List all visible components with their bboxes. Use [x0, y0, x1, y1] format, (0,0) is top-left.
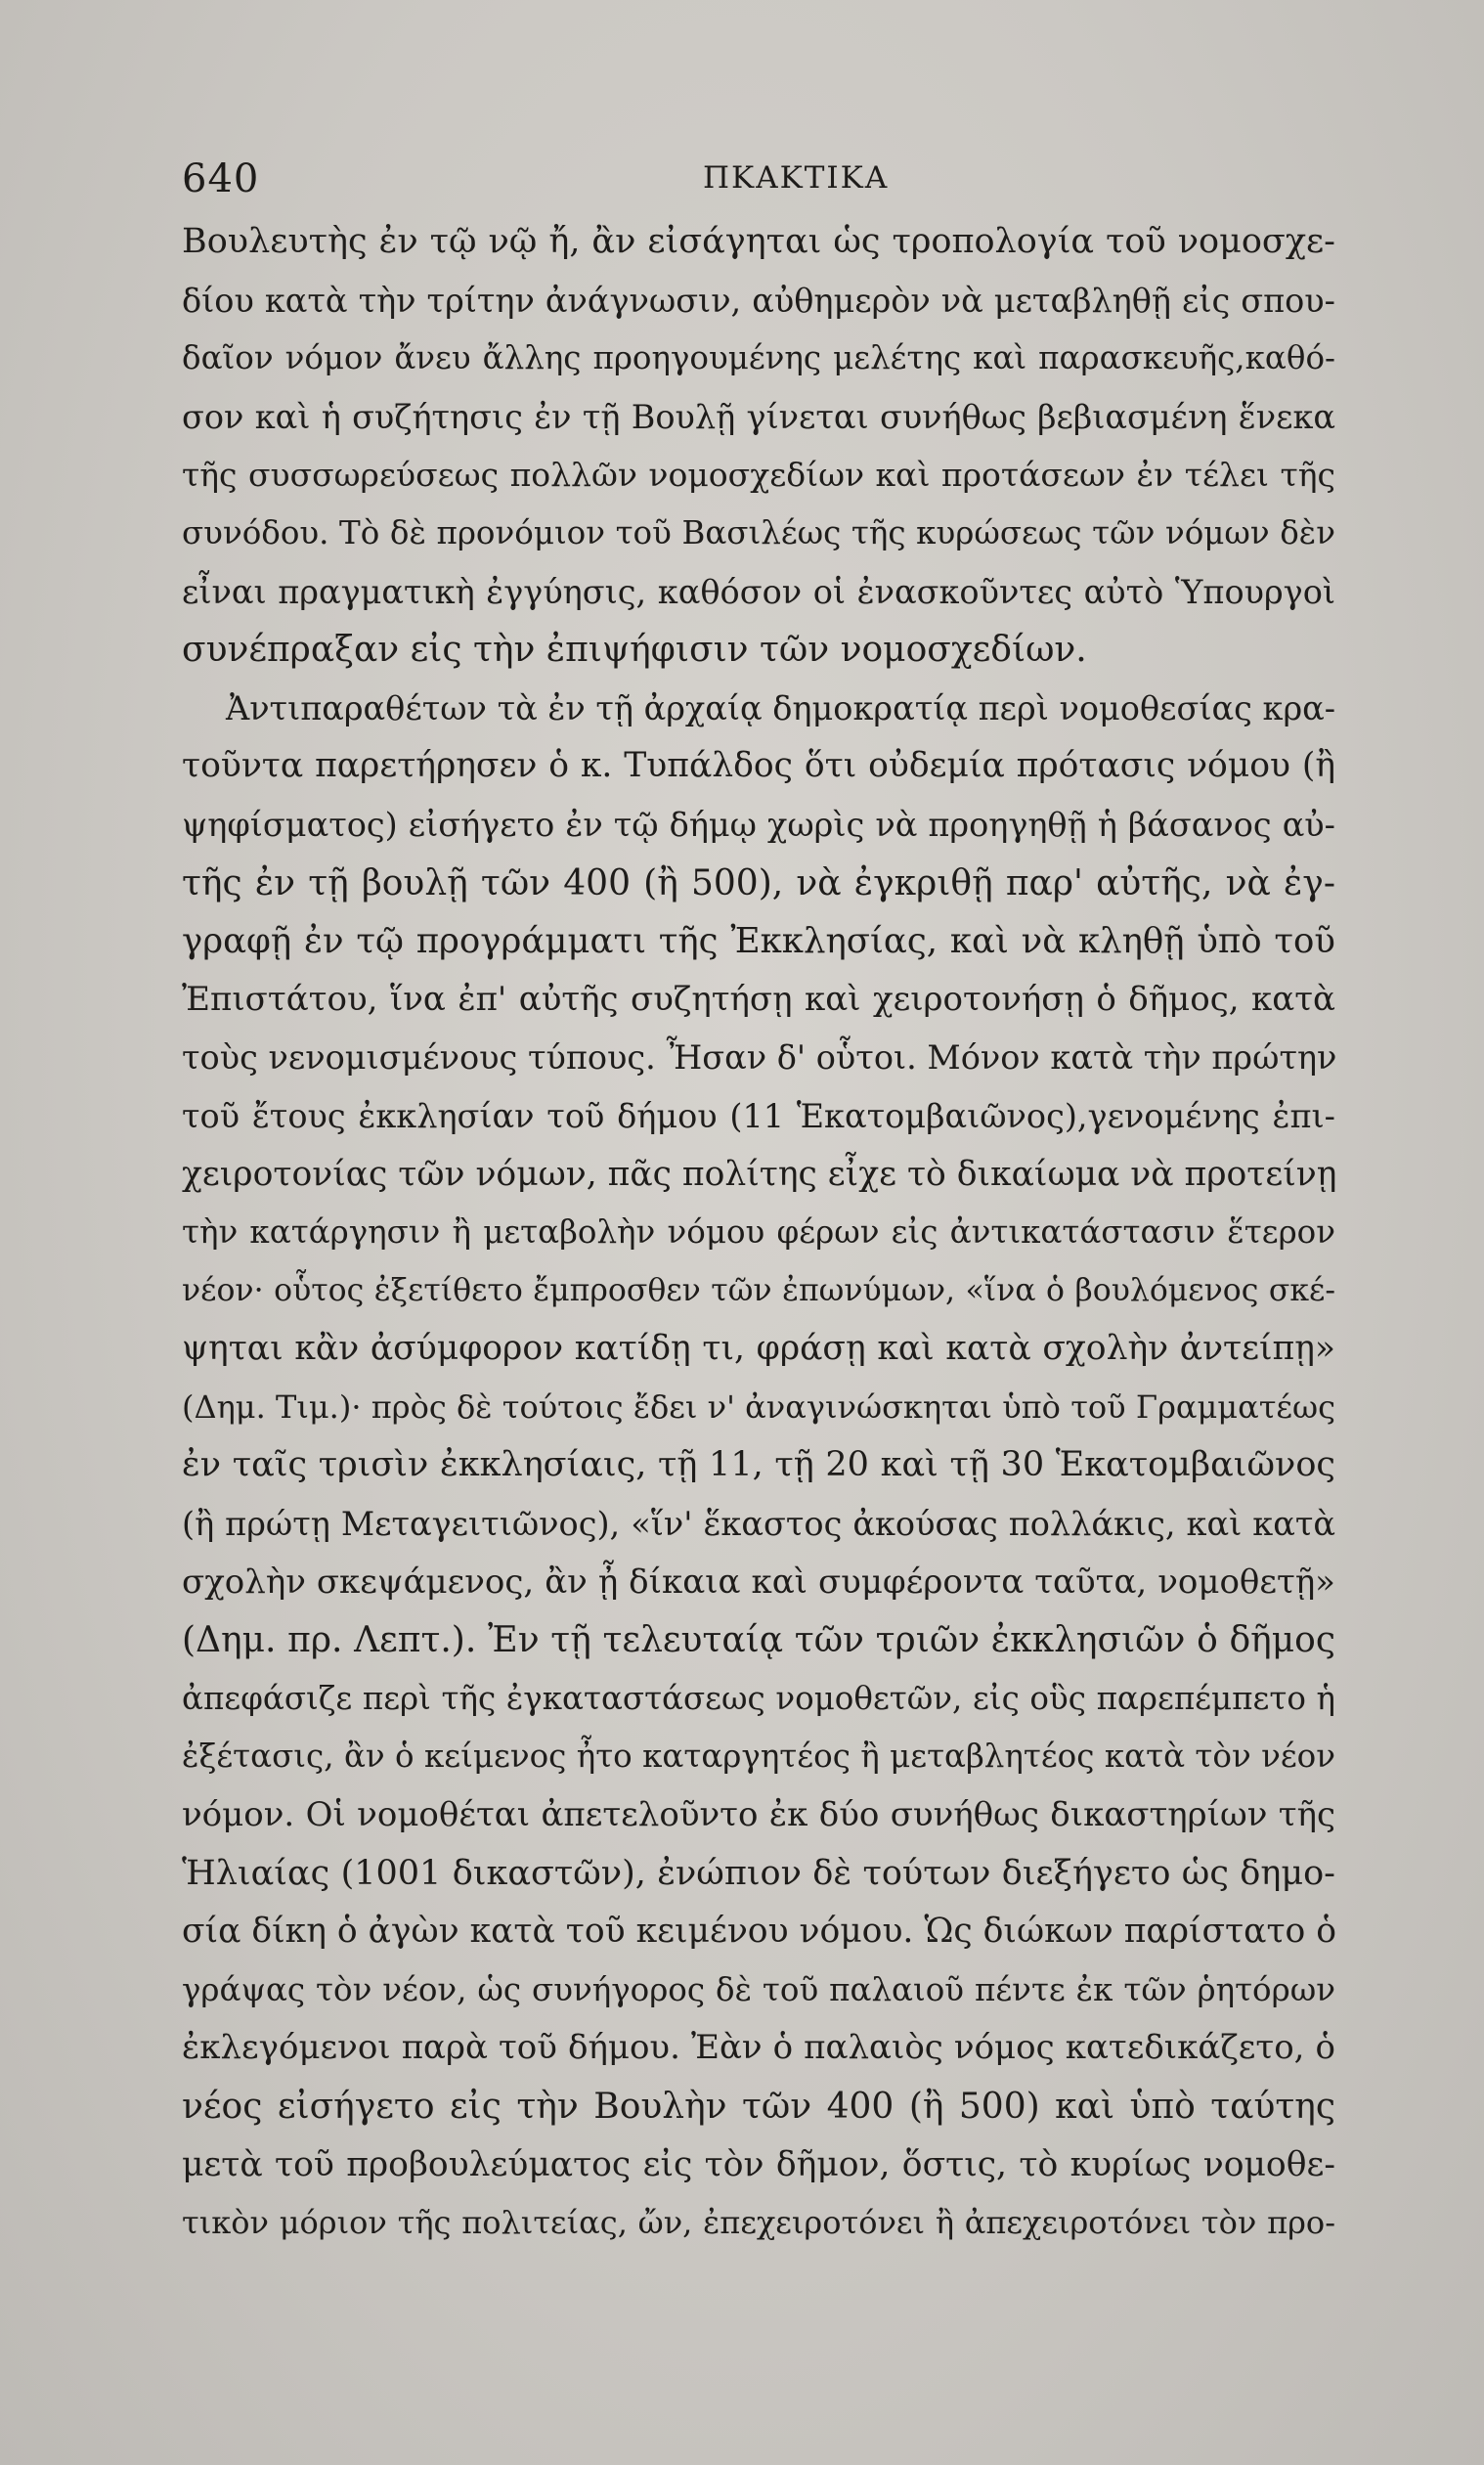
text-line: (Δημ. Τιμ.)· πρὸς δὲ τούτοις ἔδει ν' ἀναγινώσκηται ὑπὸ τοῦ Γραμματέως — [182, 1387, 1335, 1426]
text-line: δαῖον νόμον ἄνευ ἄλλης προηγουμένης μελέτης καὶ παρασκευῆς,καθό- — [182, 339, 1335, 377]
text-line: τῆς ἐν τῇ βουλῇ τῶν 400 (ἢ 500), νὰ ἐγκριθῇ παρ' αὐτῆς, νὰ ἐγ- — [182, 862, 1335, 903]
text-line: (ἢ πρώτῃ Μεταγειτιῶνος), «ἵν' ἕκαστος ἀκούσας πολλάκις, καὶ κατὰ — [182, 1505, 1335, 1544]
text-line: τοὺς νενομισμένους τύπους. Ἦσαν δ' οὗτοι. Μόνον κατὰ τὴν πρώτην — [182, 1038, 1337, 1078]
text-line: τοῦ ἔτους ἐκκλησίαν τοῦ δήμου (11 Ἑκατομβαιῶνος),γενομένης ἐπι- — [182, 1096, 1335, 1135]
text-line: Ἀντιπαραθέτων τὰ ἐν τῇ ἀρχαίᾳ δημοκρατίᾳ περὶ νομοθεσίας κρα- — [226, 688, 1336, 727]
text-line: τικὸν μόριον τῆς πολιτείας, ὤν, ἐπεχειροτόνει ἢ ἀπεχειροτόνει τὸν προ- — [182, 2204, 1335, 2242]
text-line: τῆς συσσωρεύσεως πολλῶν νομοσχεδίων καὶ προτάσεων ἐν τέλει τῆς — [182, 456, 1335, 495]
text-line: σία δίκη ὁ ἀγὼν κατὰ τοῦ κειμένου νόμου. Ὡς διώκων παρίστατο ὁ — [182, 1912, 1337, 1952]
text-line: (Δημ. πρ. Λεπτ.). Ἐν τῇ τελευταίᾳ τῶν τριῶν ἐκκλησιῶν ὁ δῆμος — [182, 1620, 1335, 1661]
text-line: τοῦντα παρετήρησεν ὁ κ. Τυπάλδος ὅτι οὐδεμία πρότασις νόμου (ἢ — [182, 746, 1335, 786]
text-line: ψηται κἂν ἀσύμφορον κατίδῃ τι, φράσῃ καὶ κατὰ σχολὴν ἀντείπῃ» — [182, 1329, 1335, 1369]
text-line: συνέπραξαν εἰς τὴν ἐπιψήφισιν τῶν νομοσχεδίων. — [182, 630, 1087, 671]
body-text — [182, 213, 1335, 2253]
text-line: χειροτονίας τῶν νόμων, πᾶς πολίτης εἶχε τὸ δικαίωμα νὰ προτείνῃ — [182, 1154, 1337, 1194]
text-line: εἶναι πραγματικὴ ἐγγύησις, καθόσον οἱ ἐνασκοῦντες αὐτὸ Ὑπουργοὶ — [182, 572, 1335, 611]
text-line: τὴν κατάργησιν ἢ μεταβολὴν νόμου φέρων εἰς ἀντικατάστασιν ἕτερον — [182, 1213, 1335, 1252]
text-line: δίου κατὰ τὴν τρίτην ἀνάγνωσιν, αὐθημερὸν νὰ μεταβληθῇ εἰς σπου- — [182, 281, 1335, 320]
text-line: νέος εἰσήγετο εἰς τὴν Βουλὴν τῶν 400 (ἢ 500) καὶ ὑπὸ ταύτης — [182, 2087, 1335, 2127]
text-line: γραφῇ ἐν τῷ προγράμματι τῆς Ἐκκλησίας, καὶ νὰ κληθῇ ὑπὸ τοῦ — [182, 921, 1335, 962]
text-line: νέον· οὗτος ἐξετίθετο ἔμπροσθεν τῶν ἐπωνύμων, «ἵνα ὁ βουλόμενος σκέ- — [182, 1272, 1335, 1308]
text-line: σον καὶ ἡ συζήτησις ἐν τῇ Βουλῇ γίνεται συνήθως βεβιασμένη ἕνεκα — [182, 397, 1335, 436]
text-line: ἀπεφάσιζε περὶ τῆς ἐγκαταστάσεως νομοθετῶν, εἰς οὓς παρεπέμπετο ἡ — [182, 1679, 1335, 1717]
text-line: ψηφίσματος) εἰσήγετο ἐν τῷ δήμῳ χωρὶς νὰ προηγηθῇ ἡ βάσανος αὐ- — [182, 805, 1335, 844]
page-number: 640 — [182, 156, 260, 201]
text-line: ἐν ταῖς τρισὶν ἐκκλησίαις, τῇ 11, τῇ 20 καὶ τῇ 30 Ἑκατομβαιῶνος — [182, 1445, 1335, 1485]
text-line: συνόδου. Τὸ δὲ προνόμιον τοῦ Βασιλέως τῆς κυρώσεως τῶν νόμων δὲν — [182, 513, 1335, 551]
text-line: ἐκλεγόμενοι παρὰ τοῦ δήμου. Ἐὰν ὁ παλαιὸς νόμος κατεδικάζετο, ὁ — [182, 2028, 1335, 2068]
text-line: μετὰ τοῦ προβουλεύματος εἰς τὸν δῆμον, ὅστις, τὸ κυρίως νομοθε- — [182, 2144, 1335, 2184]
text-line: σχολὴν σκεψάμενος, ἂν ᾖ δίκαια καὶ συμφέροντα ταῦτα, νομοθετῇ» — [182, 1562, 1335, 1602]
text-line: νόμον. Οἱ νομοθέται ἀπετελοῦντο ἐκ δύο συνήθως δικαστηρίων τῆς — [182, 1795, 1335, 1835]
text-line: Βουλευτὴς ἐν τῷ νῷ ἤ, ἂν εἰσάγηται ὡς τροπολογία τοῦ νομοσχε- — [182, 222, 1335, 261]
text-line: Ἡλιαίας (1001 δικαστῶν), ἐνώπιον δὲ τούτων διεξήγετο ὡς δημο- — [182, 1853, 1335, 1893]
text-line: γράψας τὸν νέον, ὡς συνήγορος δὲ τοῦ παλαιοῦ πέντε ἐκ τῶν ῥητόρων — [182, 1970, 1335, 2008]
text-line: ἐξέτασις, ἂν ὁ κείμενος ἦτο καταργητέος ἢ μεταβλητέος κατὰ τὸν νέον — [182, 1738, 1335, 1776]
page-header — [182, 156, 1484, 215]
running-title: ΠΚΑΚΤΙΚΑ — [703, 160, 890, 196]
text-line: Ἐπιστάτου, ἵνα ἐπ' αὐτῆς συζητήσῃ καὶ χειροτονήσῃ ὁ δῆμος, κατὰ — [182, 979, 1335, 1019]
